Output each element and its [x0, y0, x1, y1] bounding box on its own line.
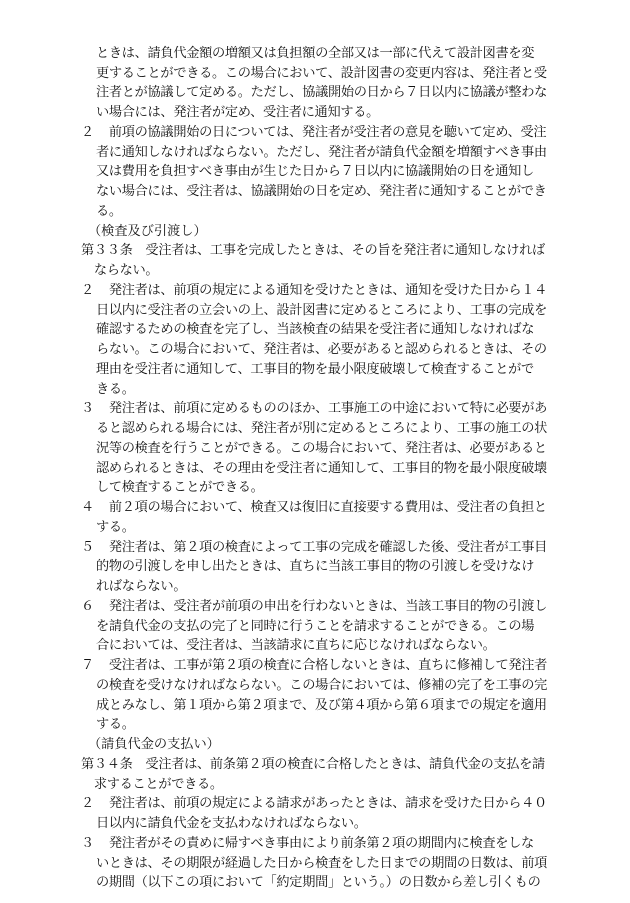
text-line: 者に通知しなければならない。ただし、発注者が請負代金額を増額すべき事由 [96, 144, 547, 160]
text-line: 前項の協議開始の日については、発注者が受注者の意見を聴いて定め、受注 [96, 124, 547, 140]
text-line: いときは、その期限が経過した日から検査をした日までの期間の日数は、前項 [96, 855, 548, 871]
text-line: らない。この場合において、発注者は、必要があると認められるときは、その [96, 342, 547, 358]
text-line: ない場合には、受注者は、協議開始の日を定め、発注者に通知することができ [96, 184, 547, 200]
text-line: ればならない。 [96, 579, 187, 595]
article-33 [81, 241, 557, 280]
text-line: 況等の検査を行うことができる。この場合において、発注者は、必要があると [96, 440, 547, 456]
text-line: 日以内に受注者の立会いの上、設計図書に定めるところにより、工事の完成を [96, 302, 548, 318]
text-line: 成とみなし、第１項から第２項まで、及び第４項から第６項までの規定を適用 [96, 697, 547, 713]
paragraph-number: ４ [81, 500, 95, 516]
paragraph [96, 281, 556, 399]
text-line: を請負代金の支払の完了と同時に行うことを請求することができる。この場 [96, 618, 535, 634]
paragraph-number: ２ [81, 124, 95, 140]
section-heading: （請負代金の支払い） [88, 737, 220, 753]
text-line: 又は費用を負担すべき事由が生じた日から７日以内に協議開始の日を通知し [96, 164, 534, 180]
text-line: 日以内に請負代金を支払わなければならない。 [96, 816, 367, 831]
paragraph [96, 123, 556, 222]
text-line: 前２項の場合において、検査又は復旧に直接要する費用は、受注者の負担と [96, 500, 547, 516]
text-line: きる。 [96, 381, 135, 397]
text-line: 更することができる。この場合において、設計図書の変更内容は、発注者と受 [96, 65, 547, 81]
text-line: の期間（以下この項において「約定期間」という。）の日数から差し引くもの [96, 875, 541, 891]
paragraph [96, 538, 556, 597]
text-line: 合においては、受注者は、当該請求に直ちに応じなければならない。 [96, 638, 496, 654]
text-line: い場合には、発注者が定め、受注者に通知する。 [96, 105, 379, 121]
text-line: 受注者は、工事が第２項の検査に合格しないときは、直ちに修補して発注者 [96, 658, 548, 674]
text-line: の検査を受けなければならない。この場合においては、修補の完了を工事の完 [96, 677, 548, 693]
text-line: 発注者は、前項の規定による通知を受けたときは、通知を受けた日から１４ [96, 282, 548, 298]
article-34 [81, 755, 557, 794]
text-line: 注者とが協議して定める。ただし、協議開始の日から７日以内に協議が整わな [96, 85, 548, 101]
text-line: 第３４条 受注者は、前条第２項の検査に合格したときは、請負代金の支払を請 [81, 756, 545, 772]
text-line: 確認するための検査を完了し、当該検査の結果を受注者に通知しなければな [96, 322, 535, 338]
text-line: 的物の引渡しを申し出たときは、直ちに当該工事目的物の引渡しを受けなけ [96, 559, 535, 575]
text-line: する。 [96, 717, 135, 733]
text-line: 発注者は、前項に定めるもののほか、工事施工の中途において特に必要があ [96, 401, 548, 417]
paragraph-number: ２ [81, 282, 95, 298]
section-heading: （検査及び引渡し） [88, 223, 207, 239]
paragraph [96, 597, 556, 656]
text-line: 発注者は、第２項の検査によって工事の完成を確認した後、受注者が工事目 [96, 539, 548, 555]
text-line: 認められるときは、その理由を受注者に通知して、工事目的物を最小限度破壊 [96, 460, 547, 476]
paragraph-number: ７ [81, 658, 95, 674]
paragraph [96, 399, 556, 498]
text-line: 理由を受注者に通知して、工事目的物を最小限度破壊して検査することがで [96, 361, 534, 377]
text-line: ときは、請負代金額の増額又は負担額の全部又は一部に代えて設計図書を変 [96, 46, 535, 61]
text-line: 発注者は、受注者が前項の申出を行わないときは、当該工事目的物の引渡し [96, 598, 548, 614]
text-line: 発注者は、前項の規定による請求があったときは、請求を受けた日から４０ [96, 796, 547, 812]
text-line: 発注者がその責めに帰すべき事由により前条第２項の期間内に検査をしな [96, 835, 534, 851]
paragraph-number: ６ [81, 598, 95, 614]
paragraph-number: ３ [81, 401, 95, 417]
text-line: 第３３条 受注者は、工事を完成したときは、その旨を発注者に通知しなければ [81, 243, 545, 259]
text-line: 求することができる。 [81, 776, 223, 792]
paragraph [96, 498, 556, 537]
paragraph-continuation [96, 44, 556, 123]
text-line: する。 [96, 519, 135, 535]
paragraph-number: ３ [81, 835, 95, 851]
paragraph [96, 656, 556, 735]
paragraph-number: ５ [81, 539, 95, 555]
paragraph-number: ２ [81, 796, 95, 812]
text-line: る。 [96, 203, 122, 219]
text-line: ると認められる場合には、発注者が別に定めるところにより、工事の施工の状 [96, 421, 548, 437]
text-line: ならない。 [81, 263, 159, 279]
paragraph [96, 834, 556, 893]
paragraph [96, 794, 556, 833]
text-line: して検査することができる。 [96, 480, 264, 496]
